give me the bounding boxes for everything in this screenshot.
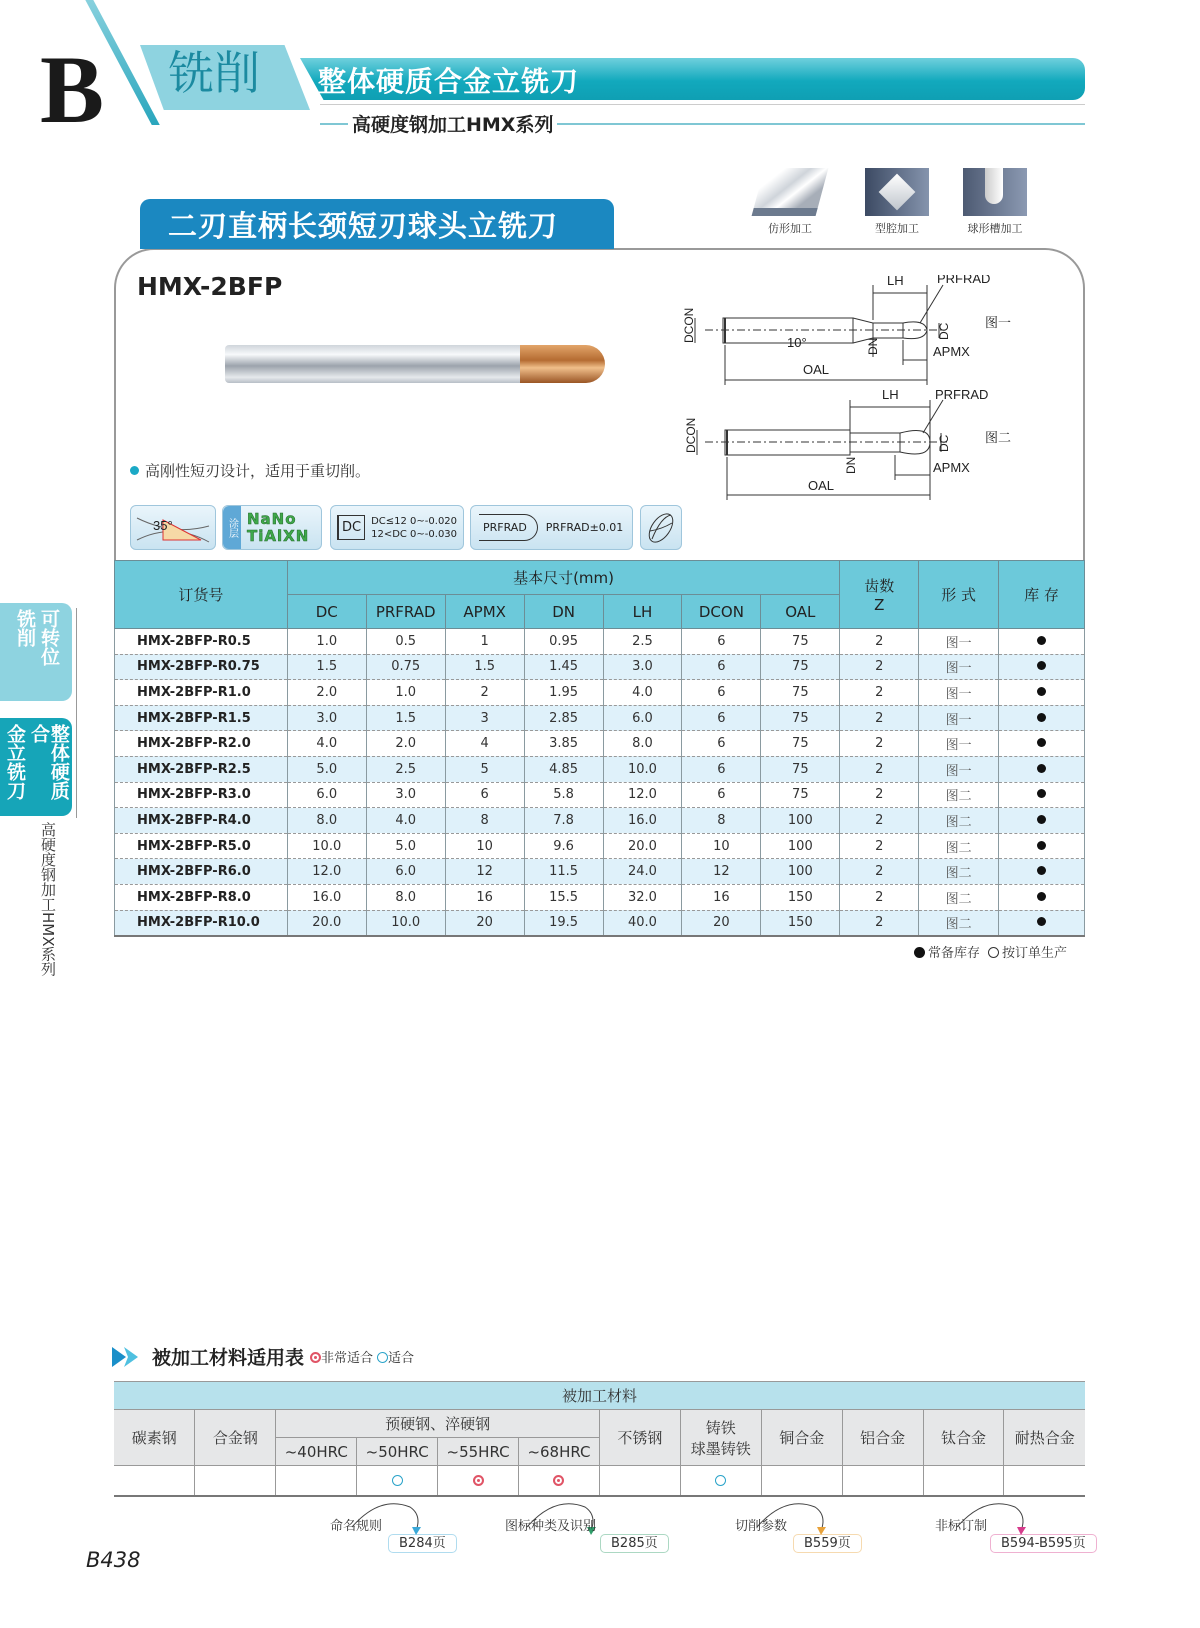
cell-z: 2 [840,859,919,885]
cell-prfrad: 0.75 [366,654,445,680]
cell-stock [999,910,1085,936]
materials-top-header: 被加工材料 [114,1382,1085,1410]
cell-apmx: 8 [445,808,524,834]
cell-prfrad: 2.5 [366,756,445,782]
cell-lh: 10.0 [603,756,682,782]
cell-dn: 11.5 [524,859,603,885]
cell-dc: 3.0 [287,705,366,731]
order-code: HMX-2BFP-R5.0 [115,833,288,859]
coating-badge [222,505,322,550]
svg-text:35°: 35° [153,517,173,533]
label-oal: OAL [808,478,835,493]
cell-dcon: 6 [682,731,761,757]
table-row [115,782,1085,808]
cell-stock [999,654,1085,680]
coating-line2: TiAlXN [247,526,310,545]
col-hardened-steel-group: 预硬钢、淬硬钢 [276,1410,600,1438]
suitability-cell [842,1466,923,1496]
cell-dn: 3.85 [524,731,603,757]
cell-oal: 75 [761,680,840,706]
cell-stock [999,731,1085,757]
order-code: HMX-2BFP-R1.0 [115,680,288,706]
table-row [115,705,1085,731]
cell-dc: 12.0 [287,859,366,885]
in-stock-icon [1037,789,1046,798]
table-row [115,859,1085,885]
cell-oal: 100 [761,833,840,859]
cell-form: 图一 [919,756,999,782]
technical-drawings [675,275,1085,510]
order-code: HMX-2BFP-R0.5 [115,629,288,655]
feature-bullet [130,460,370,481]
cell-dc: 2.0 [287,680,366,706]
col-cast-iron: 铸铁 球墨铸铁 [680,1410,761,1466]
cell-apmx: 6 [445,782,524,808]
cell-dn: 0.95 [524,629,603,655]
cell-oal: 75 [761,782,840,808]
made-to-order-icon [988,947,999,958]
cell-lh: 8.0 [603,731,682,757]
cell-lh: 32.0 [603,884,682,910]
section-letter: B [40,36,105,143]
cell-form: 图二 [919,859,999,885]
cell-form: 图二 [919,884,999,910]
cell-lh: 3.0 [603,654,682,680]
cell-oal: 150 [761,884,840,910]
header-dcon: DCON [682,595,761,629]
dimension-drawing-icon [675,275,1085,510]
side-tab-indexable-milling[interactable] [0,603,72,701]
profile-machining-icon [752,168,829,216]
in-stock-icon [1037,687,1046,696]
reference-label: 非标订制 [935,1519,988,1534]
table-row [115,654,1085,680]
in-stock-label: 常备库存 [928,946,981,961]
cell-lh: 2.5 [603,629,682,655]
order-code: HMX-2BFP-R8.0 [115,884,288,910]
reference-label: 图标种类及识别 [505,1519,597,1534]
cell-z: 2 [840,910,919,936]
cell-stock [999,884,1085,910]
label-apmx: APMX [933,460,970,475]
cell-stock [999,782,1085,808]
cell-oal: 75 [761,654,840,680]
dc-tolerance-badge [330,505,464,550]
cell-apmx: 1 [445,629,524,655]
cell-z: 2 [840,705,919,731]
very-suitable-icon [553,1475,564,1486]
table-row [115,833,1085,859]
header-basic-dims: 基本尺寸(mm) [287,561,839,595]
table-row [115,756,1085,782]
tool-image-head [520,345,605,383]
cell-dn: 7.8 [524,808,603,834]
label-dc: DC [937,322,951,340]
suitability-cell [357,1466,438,1496]
cell-dc: 16.0 [287,884,366,910]
cell-lh: 20.0 [603,833,682,859]
cell-apmx: 16 [445,884,524,910]
header-dc: DC [287,595,366,629]
cell-z: 2 [840,782,919,808]
application-label: 球形槽加工 [967,222,1023,235]
header-code: 订货号 [115,561,288,629]
table-row [115,629,1085,655]
suitability-cell [923,1466,1004,1496]
cell-oal: 100 [761,859,840,885]
cell-prfrad: 4.0 [366,808,445,834]
cell-form: 图一 [919,629,999,655]
application-cavity [852,168,942,236]
cell-dn: 1.45 [524,654,603,680]
reference-label: 命名规则 [330,1519,383,1534]
header-lh: LH [603,595,682,629]
label-angle: 10° [787,335,807,350]
cell-z: 2 [840,654,919,680]
helix-angle-badge [130,505,216,550]
label-prfrad: PRFRAD [937,275,991,286]
col-40hrc: ~40HRC [276,1438,357,1466]
table-row [115,884,1085,910]
cell-z: 2 [840,808,919,834]
in-stock-icon [1037,815,1046,824]
cell-lh: 4.0 [603,680,682,706]
cell-prfrad: 1.0 [366,680,445,706]
cell-lh: 16.0 [603,808,682,834]
cell-dc: 4.0 [287,731,366,757]
stock-legend [914,942,1067,961]
materials-title-text: 被加工材料适用表 [152,1347,305,1369]
header-apmx: APMX [445,595,524,629]
order-code: HMX-2BFP-R1.5 [115,705,288,731]
prfrad-symbol: PRFRAD [479,514,538,541]
cell-prfrad: 8.0 [366,884,445,910]
cell-oal: 100 [761,808,840,834]
very-suitable-icon [473,1475,484,1486]
header-oal: OAL [761,595,840,629]
fig2-label: 图二 [985,430,1012,445]
prfrad-tolerance-badge [470,505,633,550]
in-stock-icon [1037,892,1046,901]
cell-prfrad: 6.0 [366,859,445,885]
side-tab-label: 铣削 [14,609,36,647]
cavity-machining-icon [865,168,929,216]
cell-z: 2 [840,833,919,859]
label-apmx: APMX [933,344,970,359]
divider [320,104,1085,105]
cell-oal: 150 [761,910,840,936]
cell-z: 2 [840,629,919,655]
order-code: HMX-2BFP-R2.0 [115,731,288,757]
cell-stock [999,705,1085,731]
side-tab-label: 整体硬质合 [27,724,70,800]
label-dn: DN [844,456,858,474]
cell-dn: 4.85 [524,756,603,782]
cell-dcon: 6 [682,782,761,808]
suitability-cell [761,1466,842,1496]
side-divider [76,608,77,818]
side-subtitle: 高硬度钢加工HMX系列 [39,822,57,977]
col-68hrc: ~68HRC [519,1438,600,1466]
table-row [115,731,1085,757]
label-oal: OAL [803,362,830,377]
table-row [115,680,1085,706]
suitability-cell [680,1466,761,1496]
cell-dc: 10.0 [287,833,366,859]
cell-apmx: 10 [445,833,524,859]
bullet-icon [130,466,139,475]
order-code: HMX-2BFP-R0.75 [115,654,288,680]
cell-dcon: 8 [682,808,761,834]
in-stock-icon [1037,738,1046,747]
application-label: 型腔加工 [875,222,919,235]
page-number: B438 [86,1548,141,1572]
reference-page[interactable]: B285页 [600,1534,669,1553]
feature-text: 高刚性短刃设计，适用于重切削。 [145,462,371,480]
application-profile [745,168,835,236]
double-arrow-icon [112,1347,142,1367]
cell-form: 图一 [919,705,999,731]
dc-tolerance-1: DC≤12 0~-0.020 [371,515,458,527]
cell-dcon: 6 [682,680,761,706]
col-stainless: 不锈钢 [599,1410,680,1466]
cell-prfrad: 10.0 [366,910,445,936]
flute-badge [640,505,682,550]
in-stock-icon [1037,764,1046,773]
cell-apmx: 12 [445,859,524,885]
cell-z: 2 [840,680,919,706]
application-ball-groove [950,168,1040,236]
in-stock-icon [1037,713,1046,722]
suitable-icon [392,1475,403,1486]
coating-label: 涂层 [223,506,241,549]
application-label: 仿形加工 [768,222,812,235]
cell-oal: 75 [761,705,840,731]
in-stock-icon [914,947,925,958]
cell-stock [999,833,1085,859]
cell-stock [999,859,1085,885]
cell-dc: 1.5 [287,654,366,680]
dc-tolerance-2: 12<DC 0~-0.030 [371,528,458,540]
in-stock-icon [1037,661,1046,670]
cell-lh: 24.0 [603,859,682,885]
in-stock-icon [1037,636,1046,645]
cell-oal: 75 [761,756,840,782]
cell-dn: 19.5 [524,910,603,936]
order-code: HMX-2BFP-R2.5 [115,756,288,782]
label-dn: DN [866,337,880,355]
cell-apmx: 1.5 [445,654,524,680]
cell-dn: 1.95 [524,680,603,706]
cell-dn: 5.8 [524,782,603,808]
label-dc: DC [937,434,951,452]
order-code: HMX-2BFP-R3.0 [115,782,288,808]
side-tab-label: 金立铣刀 [4,724,27,800]
suitability-cell [114,1466,195,1496]
suitability-cell [519,1466,600,1496]
cell-prfrad: 2.0 [366,731,445,757]
fig1-label: 图一 [985,315,1012,330]
suitability-cell [276,1466,357,1496]
cell-form: 图二 [919,782,999,808]
in-stock-icon [1037,841,1046,850]
cell-lh: 6.0 [603,705,682,731]
header-dn: DN [524,595,603,629]
very-suitable-icon [310,1352,321,1363]
cell-stock [999,680,1085,706]
materials-legend: 非常适合 适合 [310,1347,414,1366]
helix-angle-icon [133,508,213,548]
cell-dcon: 6 [682,756,761,782]
cell-dcon: 10 [682,833,761,859]
label-lh: LH [882,387,899,402]
cell-oal: 75 [761,629,840,655]
table-row [115,910,1085,936]
side-tab-label: 可转位 [37,609,60,666]
label-dcon: DCON [684,417,698,453]
cell-dc: 20.0 [287,910,366,936]
col-alloy-steel: 合金钢 [195,1410,276,1466]
cell-dc: 8.0 [287,808,366,834]
reference-page[interactable]: B284页 [388,1534,457,1553]
in-stock-icon [1037,866,1046,875]
cell-apmx: 20 [445,910,524,936]
page-title: 整体硬质合金立铣刀 [318,65,580,98]
side-tab-solid-carbide[interactable] [0,718,72,816]
col-titanium: 钛合金 [923,1410,1004,1466]
cell-form: 图二 [919,808,999,834]
cell-stock [999,756,1085,782]
reference-page[interactable]: B559页 [793,1534,862,1553]
cell-dcon: 16 [682,884,761,910]
table-row [115,808,1085,834]
cell-dc: 5.0 [287,756,366,782]
cell-lh: 40.0 [603,910,682,936]
suitable-icon [377,1352,388,1363]
materials-title [112,1343,414,1370]
cell-apmx: 4 [445,731,524,757]
category-label: 铣削 [168,46,260,100]
suitability-cell [599,1466,680,1496]
cell-apmx: 2 [445,680,524,706]
made-to-order-label: 按订单生产 [1002,946,1068,961]
cell-form: 图二 [919,833,999,859]
cell-prfrad: 3.0 [366,782,445,808]
cell-dcon: 12 [682,859,761,885]
suitability-cell [1004,1466,1085,1496]
cell-stock [999,629,1085,655]
suitability-row [114,1466,1085,1496]
product-name: 二刃直柄长颈短刃球头立铣刀 [168,209,559,243]
series-subtitle: 高硬度钢加工HMX系列 [348,110,557,137]
cell-dcon: 20 [682,910,761,936]
suitability-cell [438,1466,519,1496]
cell-dcon: 6 [682,629,761,655]
cell-dcon: 6 [682,705,761,731]
cell-prfrad: 5.0 [366,833,445,859]
tool-image-shank [225,345,520,383]
cell-stock [999,808,1085,834]
cell-oal: 75 [761,731,840,757]
col-aluminum: 铝合金 [842,1410,923,1466]
col-carbon-steel: 碳素钢 [114,1410,195,1466]
cell-form: 图一 [919,731,999,757]
header-teeth: 齿数 Z [840,561,919,629]
order-code: HMX-2BFP-R4.0 [115,808,288,834]
suitable-icon [715,1475,726,1486]
header-stock: 库 存 [999,561,1085,629]
label-lh: LH [887,275,904,288]
ball-groove-icon [963,168,1027,216]
reference-label: 切削参数 [735,1519,788,1534]
cell-form: 图一 [919,654,999,680]
cell-dc: 1.0 [287,629,366,655]
cell-z: 2 [840,884,919,910]
flute-shape-icon [644,509,678,547]
cell-dn: 9.6 [524,833,603,859]
cell-apmx: 3 [445,705,524,731]
order-code: HMX-2BFP-R6.0 [115,859,288,885]
cell-lh: 12.0 [603,782,682,808]
cell-form: 图一 [919,680,999,706]
dc-symbol: DC [337,515,365,540]
col-heat-resistant: 耐热合金 [1004,1410,1085,1466]
order-code: HMX-2BFP-R10.0 [115,910,288,936]
cell-z: 2 [840,756,919,782]
coating-line1: NaNo [247,509,297,528]
cell-dn: 2.85 [524,705,603,731]
in-stock-icon [1037,917,1046,926]
cell-apmx: 5 [445,756,524,782]
cell-prfrad: 1.5 [366,705,445,731]
cell-dcon: 6 [682,654,761,680]
reference-page[interactable]: B594-B595页 [990,1534,1097,1553]
cell-dn: 15.5 [524,884,603,910]
materials-table [114,1381,1085,1497]
prfrad-tolerance: PRFRAD±0.01 [545,521,624,534]
cell-prfrad: 0.5 [366,629,445,655]
product-model: HMX-2BFP [137,272,283,301]
cell-form: 图二 [919,910,999,936]
col-55hrc: ~55HRC [438,1438,519,1466]
spec-table [114,560,1085,937]
label-dcon: DCON [682,307,696,343]
header-prfrad: PRFRAD [366,595,445,629]
label-prfrad: PRFRAD [935,387,989,402]
header-form: 形 式 [919,561,999,629]
col-copper: 铜合金 [761,1410,842,1466]
col-50hrc: ~50HRC [357,1438,438,1466]
suitability-cell [195,1466,276,1496]
cell-dc: 6.0 [287,782,366,808]
cell-z: 2 [840,731,919,757]
